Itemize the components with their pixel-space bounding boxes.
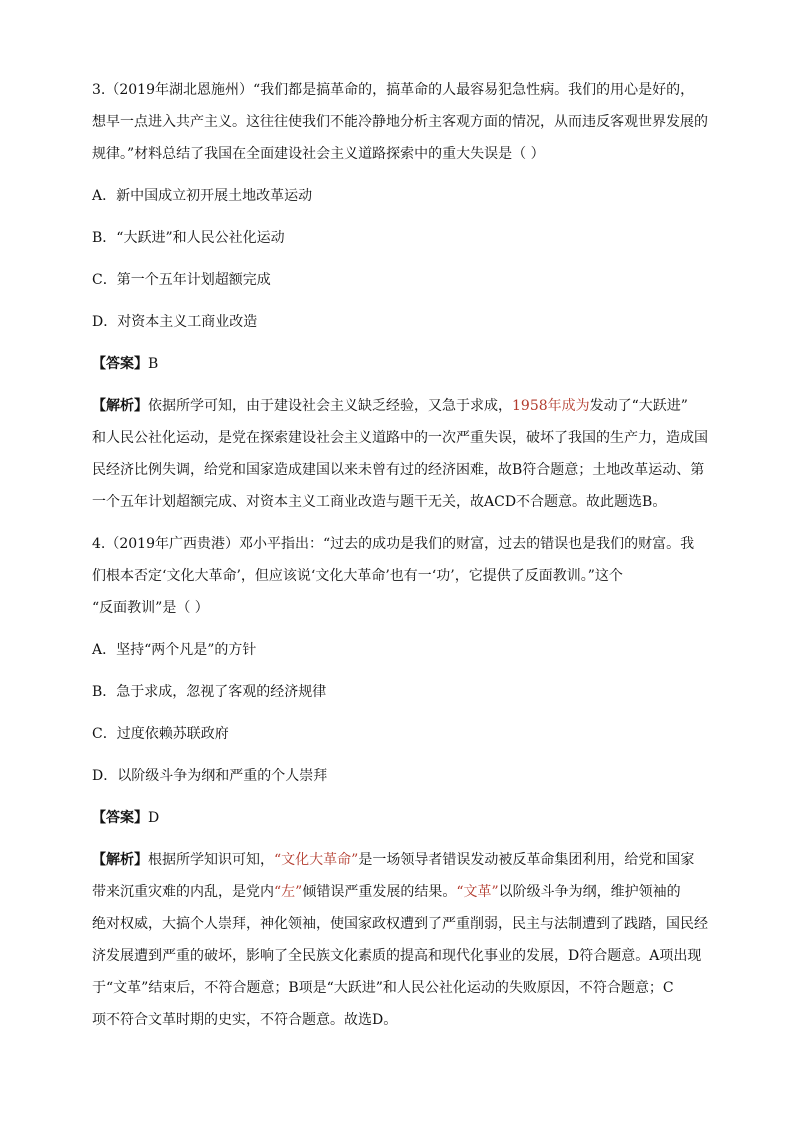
question-4-stem-line: 们根本否定‘文化大革命’，但应该说‘文化大革命’也有一‘功’，它提供了反面教训。”这个 [92, 568, 623, 584]
analysis-line: 于“文革”结束后，不符合题意；B项是“大跃进”和人民公社化运动的失败原因，不符合题意；C [92, 980, 674, 996]
analysis-text: 以阶级斗争为纲，维护领袖的 [498, 884, 681, 900]
question-4-stem-line: 4.（2019年广西贵港）邓小平指出：“过去的成功是我们的财富，过去的错误也是我们的财富。我 [92, 536, 695, 552]
question-3-analysis [92, 396, 712, 512]
analysis-line: 和人民公社化运动，是党在探索建设社会主义道路中的一次严重失误，破坏了我国的生产力，造成国 [92, 430, 708, 446]
answer-value: D [148, 810, 160, 826]
question-3-answer [92, 354, 712, 374]
analysis-line: 绝对权威，大搞个人崇拜，神化领袖，使国家政权遭到了严重削弱，民主与法制遭到了践踏，国民经 [92, 916, 708, 932]
analysis-line: 项不符合文革时期的史实，不符合题意。故选D。 [92, 1012, 398, 1028]
analysis-text: 带来沉重灾难的内乱，是党内 [92, 884, 274, 900]
question-3-option-a: A．新中国成立初开展土地改革运动 [92, 188, 313, 204]
analysis-highlight: 1958年成为 [512, 398, 590, 414]
answer-tag: 【答案】 [92, 810, 148, 826]
question-3-stem-line: 规律。”材料总结了我国在全面建设社会主义道路探索中的重大失误是（ ） [92, 146, 545, 162]
answer-value: B [148, 356, 159, 372]
analysis-line: 一个五年计划超额完成、对资本主义工商业改造与题干无关，故ACD不合题意。故此题选B。 [92, 494, 667, 510]
question-4-stem [92, 534, 712, 618]
analysis-text: 倾错误严重发展的结果。 [302, 884, 457, 900]
question-4-analysis [92, 850, 712, 1030]
question-4-answer [92, 808, 712, 828]
analysis-line [92, 396, 712, 416]
question-4-stem-line: “反面教训”是（ ） [92, 600, 209, 616]
analysis-highlight: “左” [274, 884, 303, 900]
analysis-text: 根据所学知识可知， [148, 852, 274, 868]
question-3-stem [92, 80, 712, 164]
question-3-stem-line: 想早一点进入共产主义。这往往使我们不能冷静地分析主客观方面的情况，从而违反客观世界发展的 [92, 114, 708, 130]
analysis-line: 济发展遭到严重的破坏，影响了全民族文化素质的提高和现代化事业的发展，D符合题意。A项出现 [92, 948, 702, 964]
analysis-line [92, 882, 712, 902]
question-4-option-c: C．过度依赖苏联政府 [92, 726, 229, 742]
analysis-tag: 【解析】 [92, 398, 148, 414]
analysis-highlight: “文化大革命” [274, 852, 359, 868]
question-4-option-a: A．坚持“两个凡是”的方针 [92, 642, 257, 658]
answer-tag: 【答案】 [92, 356, 148, 372]
analysis-text: 是一场领导者错误发动被反革命集团利用，给党和国家 [358, 852, 695, 868]
analysis-line: 民经济比例失调，给党和国家造成建国以来未曾有过的经济困难，故B符合题意；土地改革运动、第 [92, 462, 705, 478]
question-3-option-c: C．第一个五年计划超额完成 [92, 272, 271, 288]
question-4-option-b: B．急于求成，忽视了客观的经济规律 [92, 684, 327, 700]
analysis-tag: 【解析】 [92, 852, 148, 868]
question-3-option-b: B．“大跃进”和人民公社化运动 [92, 230, 285, 246]
question-3-option-d: D．对资本主义工商业改造 [92, 314, 258, 330]
question-4-option-d: D．以阶级斗争为纲和严重的个人崇拜 [92, 768, 328, 784]
analysis-line [92, 850, 712, 870]
analysis-text: 发动了“大跃进” [589, 398, 688, 414]
question-3-stem-line: 3.（2019年湖北恩施州）“我们都是搞革命的，搞革命的人最容易犯急性病。我们的用心是好的， [92, 82, 695, 98]
analysis-highlight: “文革” [456, 884, 499, 900]
document-page [92, 80, 712, 1042]
analysis-text: 依据所学可知，由于建设社会主义缺乏经验，又急于求成， [148, 398, 512, 414]
